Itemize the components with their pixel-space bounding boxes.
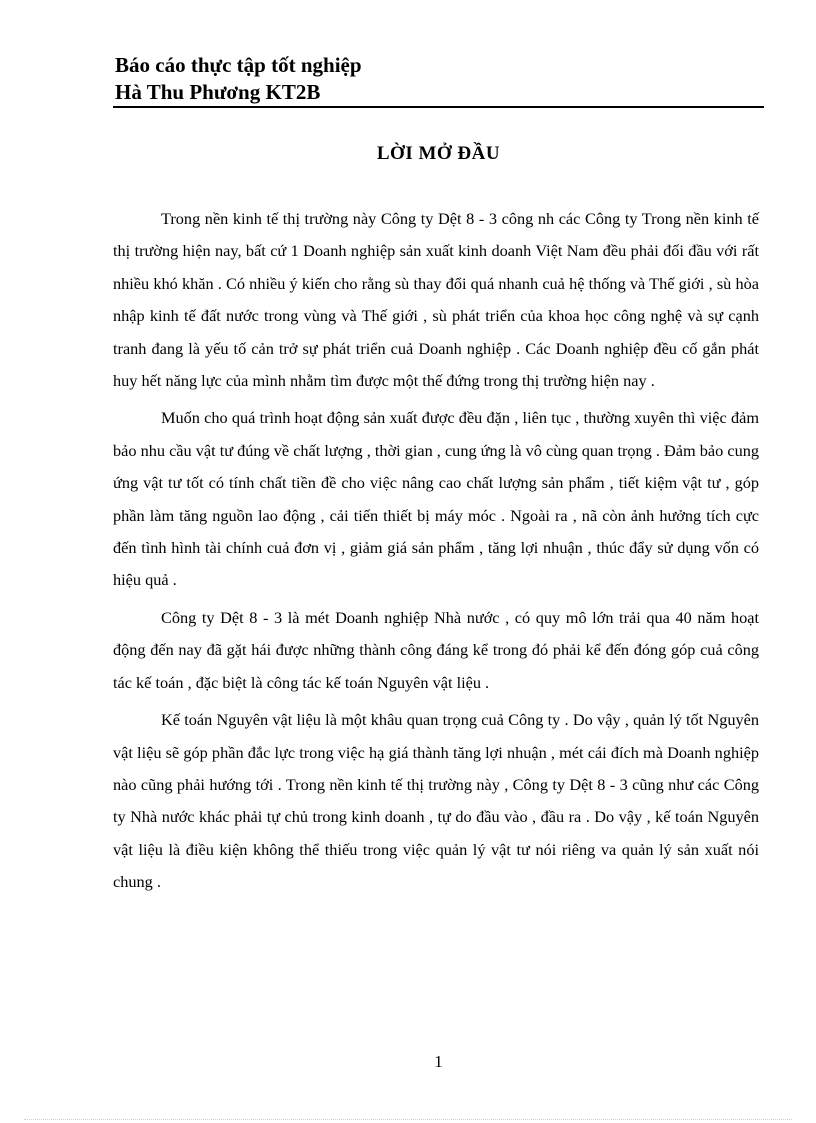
header-divider — [113, 106, 764, 108]
document-header — [115, 52, 763, 106]
page-bottom-border — [24, 1119, 792, 1120]
author-name: Hà Thu Phương KT2B — [115, 80, 321, 104]
page-title: LỜI MỞ ĐẦU — [376, 143, 501, 164]
paragraph-1: Trong nền kinh tế thị trường này Công ty Dệt 8 - 3 công nh các Công ty Trong nền kinh tế thị trường hiện nay, bất cứ 1 Doanh nghiệp sản xuất kinh doanh Việt Nam đều phải đối đầu với rất nhiều khó khăn . Có nhiều ý kiến cho rằng sù thay đổi quá nhanh cuả hệ thống và Thế giới , sù hòa nhập kinh tế đất nước trong vùng và Thế giới , sù phát triển của khoa học công nghệ và sự cạnh tranh đang là yếu tố cản trở sự phát triển cuả Doanh nghiệp . Các Doanh nghiệp đều cố gắn phát huy hết năng lực của mình nhằm tìm được một thế đứng trong thị trường hiện nay . — [113, 209, 759, 391]
paragraph-4: Kế toán Nguyên vật liệu là một khâu quan trọng cuả Công ty . Do vậy , quản lý tốt Nguyên vật liệu sẽ góp phần đắc lực trong việc hạ giá thành tăng lợi nhuận , mét cái đích mà Doanh nghiệp nào cũng phải hướng tới . Trong nền kinh tế thị trường này , Công ty Dệt 8 - 3 cũng như các Công ty Nhà nước khác phải tự chủ trong kinh doanh , tự do đầu vào , đầu ra . Do vậy , kế toán Nguyên vật liệu là điều kiện không thể thiếu trong việc quản lý vật tư nói riêng va quản lý sản xuất nói chung . — [113, 710, 759, 892]
paragraph-2: Muốn cho quá trình hoạt động sản xuất được đều đặn , liên tục , thường xuyên thì việc đảm bảo nhu cầu vật tư đúng về chất lượng , thời gian , cung ứng là vô cùng quan trọng . Đảm bảo cung ứng vật tư tốt có tính chất tiền đề cho việc nâng cao chất lượng sản phẩm , tiết kiệm vật tư , góp phần làm tăng nguồn lao động , cải tiến thiết bị máy móc . Ngoài ra , nã còn ảnh hưởng tích cực đến tình hình tài chính cuả đơn vị , giảm giá sản phẩm , tăng lợi nhuận , thúc đẩy sử dụng vốn có hiệu quả . — [113, 408, 759, 590]
document-body — [113, 203, 759, 904]
page-number: 1 — [434, 1052, 443, 1071]
paragraph-3: Công ty Dệt 8 - 3 là mét Doanh nghiệp Nhà nước , có quy mô lớn trải qua 40 năm hoạt động đến nay đã gặt hái được những thành công đáng kể trong đó phải kể đến đóng góp cuả công tác kế toán , đặc biệt là công tác kế toán Nguyên vật liệu . — [113, 607, 759, 692]
report-title: Báo cáo thực tập tốt nghiệp — [115, 53, 362, 77]
